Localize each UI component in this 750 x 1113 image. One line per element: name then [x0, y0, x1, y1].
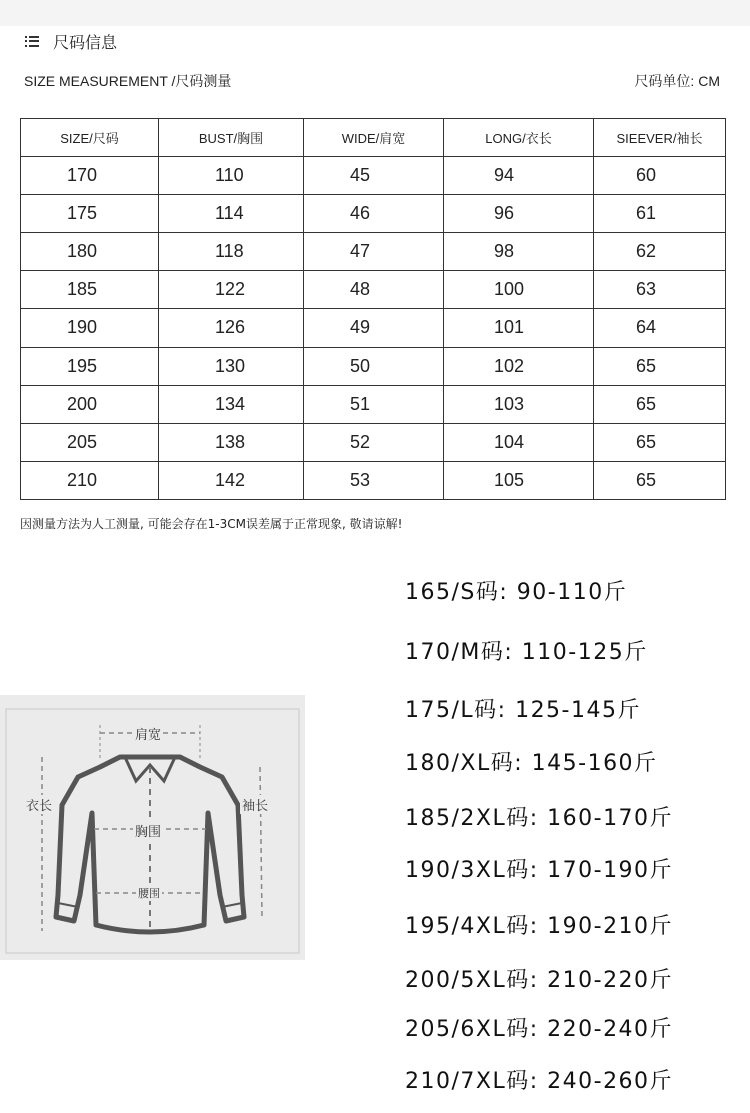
- table-row: [21, 233, 726, 271]
- wide-cell: 50: [304, 347, 444, 385]
- waist-label: 腰围: [138, 887, 160, 900]
- long-cell: 100: [444, 271, 594, 309]
- table-row: [21, 157, 726, 195]
- sleeve-cell: 62: [594, 233, 726, 271]
- bust-cell: 130: [159, 347, 304, 385]
- bust-cell: 110: [159, 157, 304, 195]
- size-cell: 170: [21, 157, 159, 195]
- size-cell: 200: [21, 385, 159, 423]
- bust-cell: 118: [159, 233, 304, 271]
- length-label: 衣长: [24, 795, 54, 814]
- column-header-wide: WIDE/肩宽: [304, 119, 444, 157]
- weight-row: 200/5XL码: 210-220斤: [405, 968, 674, 993]
- size-cell: 175: [21, 195, 159, 233]
- long-cell: 94: [444, 157, 594, 195]
- weight-row: 185/2XL码: 160-170斤: [405, 806, 674, 831]
- weight-row: 210/7XL码: 240-260斤: [405, 1069, 674, 1094]
- wide-cell: 48: [304, 271, 444, 309]
- sleeve-cell: 65: [594, 385, 726, 423]
- size-table: [20, 118, 726, 500]
- size-cell: 195: [21, 347, 159, 385]
- weight-row: 165/S码: 90-110斤: [405, 580, 628, 605]
- sleeve-cell: 64: [594, 309, 726, 347]
- sleeve-cell: 60: [594, 157, 726, 195]
- sleeve-cell: 65: [594, 461, 726, 499]
- wide-cell: 51: [304, 385, 444, 423]
- table-row: [21, 347, 726, 385]
- weight-row: 190/3XL码: 170-190斤: [405, 858, 674, 883]
- table-row: [21, 423, 726, 461]
- long-cell: 102: [444, 347, 594, 385]
- size-cell: 205: [21, 423, 159, 461]
- sleeve-cell: 63: [594, 271, 726, 309]
- long-cell: 103: [444, 385, 594, 423]
- weight-row: 180/XL码: 145-160斤: [405, 751, 658, 776]
- bust-cell: 134: [159, 385, 304, 423]
- wide-cell: 52: [304, 423, 444, 461]
- measurement-title: SIZE MEASUREMENT /尺码测量: [24, 73, 232, 89]
- table-row: [21, 309, 726, 347]
- section-header: [25, 30, 117, 52]
- table-row: [21, 385, 726, 423]
- weight-row: 195/4XL码: 190-210斤: [405, 914, 674, 939]
- bust-cell: 142: [159, 461, 304, 499]
- bust-cell: 126: [159, 309, 304, 347]
- weight-row: 175/L码: 125-145斤: [405, 698, 641, 723]
- sleeve-cell: 65: [594, 423, 726, 461]
- column-header-bust: BUST/胸围: [159, 119, 304, 157]
- weight-row: 205/6XL码: 220-240斤: [405, 1017, 674, 1042]
- shoulder-label: 肩宽: [133, 724, 163, 743]
- column-header-size: SIZE/尺码: [21, 119, 159, 157]
- bust-label: 胸围: [133, 821, 163, 840]
- long-cell: 101: [444, 309, 594, 347]
- long-cell: 96: [444, 195, 594, 233]
- measurement-note: 因测量方法为人工测量, 可能会存在1-3CM误差属于正常现象, 敬请谅解!: [20, 517, 403, 531]
- bust-cell: 122: [159, 271, 304, 309]
- list-icon: [25, 36, 39, 47]
- column-header-long: LONG/衣长: [444, 119, 594, 157]
- wide-cell: 53: [304, 461, 444, 499]
- wide-cell: 49: [304, 309, 444, 347]
- size-cell: 185: [21, 271, 159, 309]
- sleeve-cell: 65: [594, 347, 726, 385]
- long-cell: 105: [444, 461, 594, 499]
- long-cell: 104: [444, 423, 594, 461]
- weight-row: 170/M码: 110-125斤: [405, 640, 648, 665]
- unit-label: 尺码单位: CM: [634, 73, 720, 89]
- long-cell: 98: [444, 233, 594, 271]
- sleeve-label: 袖长: [240, 795, 270, 814]
- sleeve-cell: 61: [594, 195, 726, 233]
- wide-cell: 46: [304, 195, 444, 233]
- table-row: [21, 461, 726, 499]
- table-row: [21, 271, 726, 309]
- size-cell: 180: [21, 233, 159, 271]
- shirt-diagram: [0, 695, 305, 960]
- table-row: [21, 195, 726, 233]
- size-cell: 190: [21, 309, 159, 347]
- section-title: 尺码信息: [53, 32, 118, 52]
- size-cell: 210: [21, 461, 159, 499]
- wide-cell: 47: [304, 233, 444, 271]
- bust-cell: 138: [159, 423, 304, 461]
- table-header-row: [21, 119, 726, 157]
- top-bar: [0, 0, 750, 26]
- wide-cell: 45: [304, 157, 444, 195]
- bust-cell: 114: [159, 195, 304, 233]
- column-header-sleeve: SIEEVER/袖长: [594, 119, 726, 157]
